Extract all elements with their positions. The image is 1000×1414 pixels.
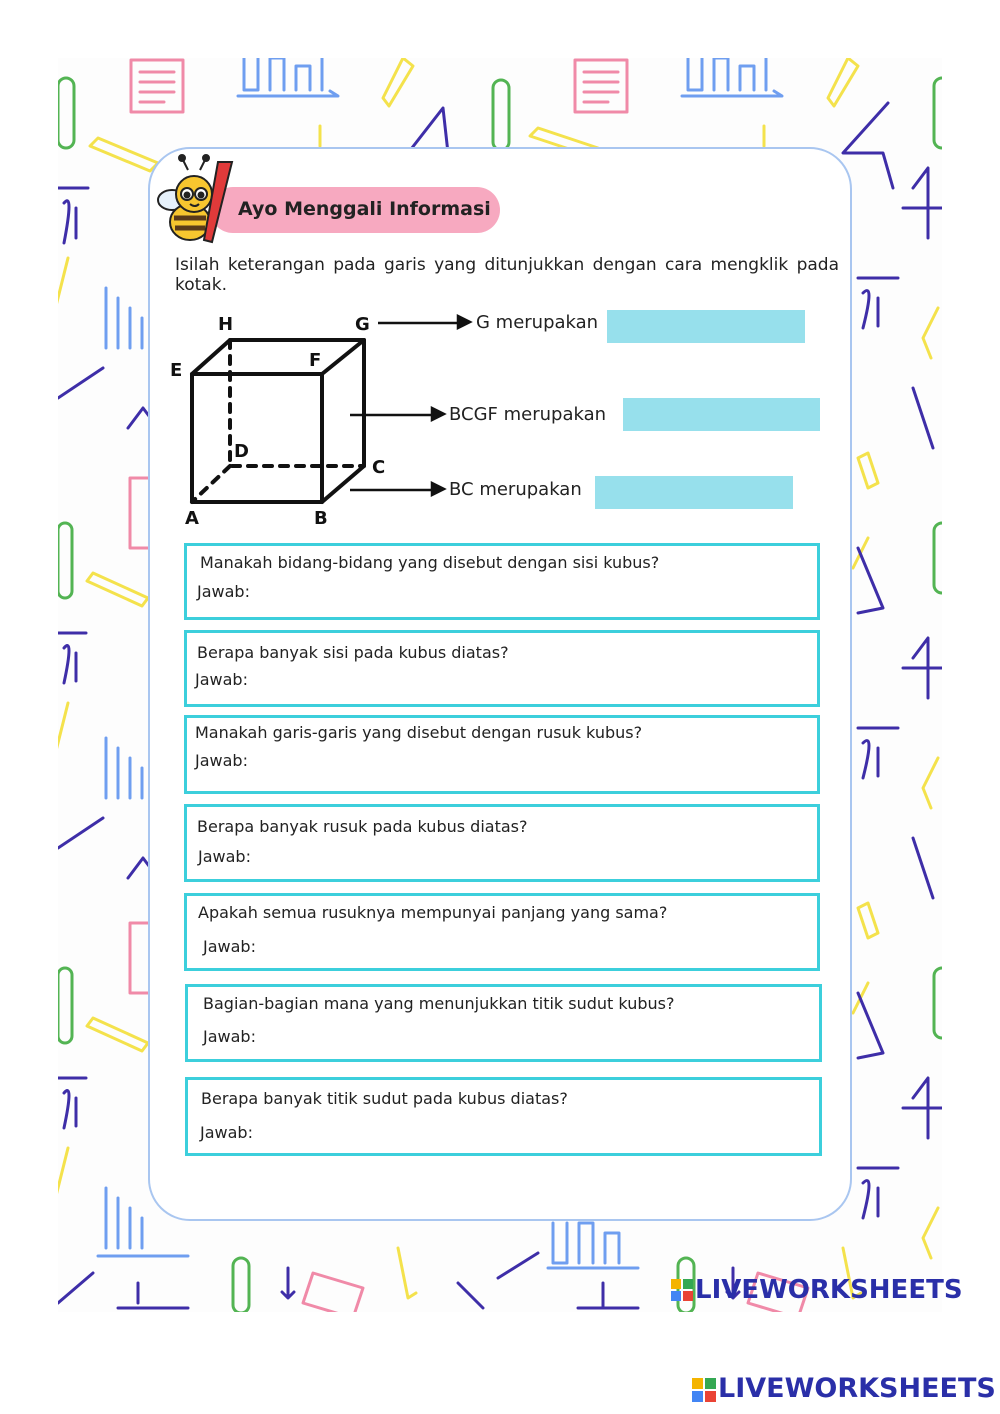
question-text-4: Berapa banyak rusuk pada kubus diatas? <box>197 817 528 836</box>
vertex-label-h: H <box>218 314 234 335</box>
heading-title: Ayo Menggali Informasi <box>238 198 491 220</box>
vertex-label-c: C <box>372 457 386 478</box>
answer-label-6: Jawab: <box>203 1027 256 1046</box>
bee-mascot-icon <box>150 152 240 252</box>
question-text-5: Apakah semua rusuknya mempunyai panjang yang sama? <box>198 903 668 922</box>
pointer-label-g: G merupakan <box>476 312 599 333</box>
answer-box-g[interactable] <box>607 310 805 343</box>
vertex-label-g: G <box>355 314 370 335</box>
vertex-label-b: B <box>314 508 328 529</box>
answer-label-1: Jawab: <box>197 582 250 601</box>
vertex-label-a: A <box>185 508 199 529</box>
answer-box-bc[interactable] <box>595 476 793 509</box>
answer-box-bcgf[interactable] <box>623 398 820 431</box>
liveworksheets-logo-icon <box>671 1279 693 1301</box>
answer-label-5: Jawab: <box>203 937 256 956</box>
vertex-label-f: F <box>309 350 322 371</box>
pointer-label-bcgf: BCGF merupakan <box>449 404 607 425</box>
question-box-2[interactable] <box>184 630 820 707</box>
question-text-7: Berapa banyak titik sudut pada kubus diatas? <box>201 1089 568 1108</box>
brand-footer: LIVEWORKSHEETS <box>718 1373 996 1404</box>
brand-inner: LIVEWORKSHEETS <box>695 1275 963 1305</box>
vertex-label-e: E <box>170 360 183 381</box>
question-text-1: Manakah bidang-bidang yang disebut dengan sisi kubus? <box>200 553 660 572</box>
answer-label-3: Jawab: <box>195 751 248 770</box>
instruction-text: Isilah keterangan pada garis yang ditunjukkan dengan cara mengklik pada kotak. <box>175 255 839 295</box>
answer-label-7: Jawab: <box>200 1123 253 1142</box>
liveworksheets-footer-logo-icon <box>692 1378 716 1402</box>
question-text-6: Bagian-bagian mana yang menunjukkan titik sudut kubus? <box>203 994 675 1013</box>
question-text-2: Berapa banyak sisi pada kubus diatas? <box>197 643 509 662</box>
question-text-3: Manakah garis-garis yang disebut dengan rusuk kubus? <box>195 723 643 742</box>
question-box-4[interactable] <box>184 804 820 882</box>
pointer-label-bc: BC merupakan <box>449 479 582 500</box>
answer-label-2: Jawab: <box>195 670 248 689</box>
vertex-label-d: D <box>234 441 249 462</box>
answer-label-4: Jawab: <box>198 847 251 866</box>
